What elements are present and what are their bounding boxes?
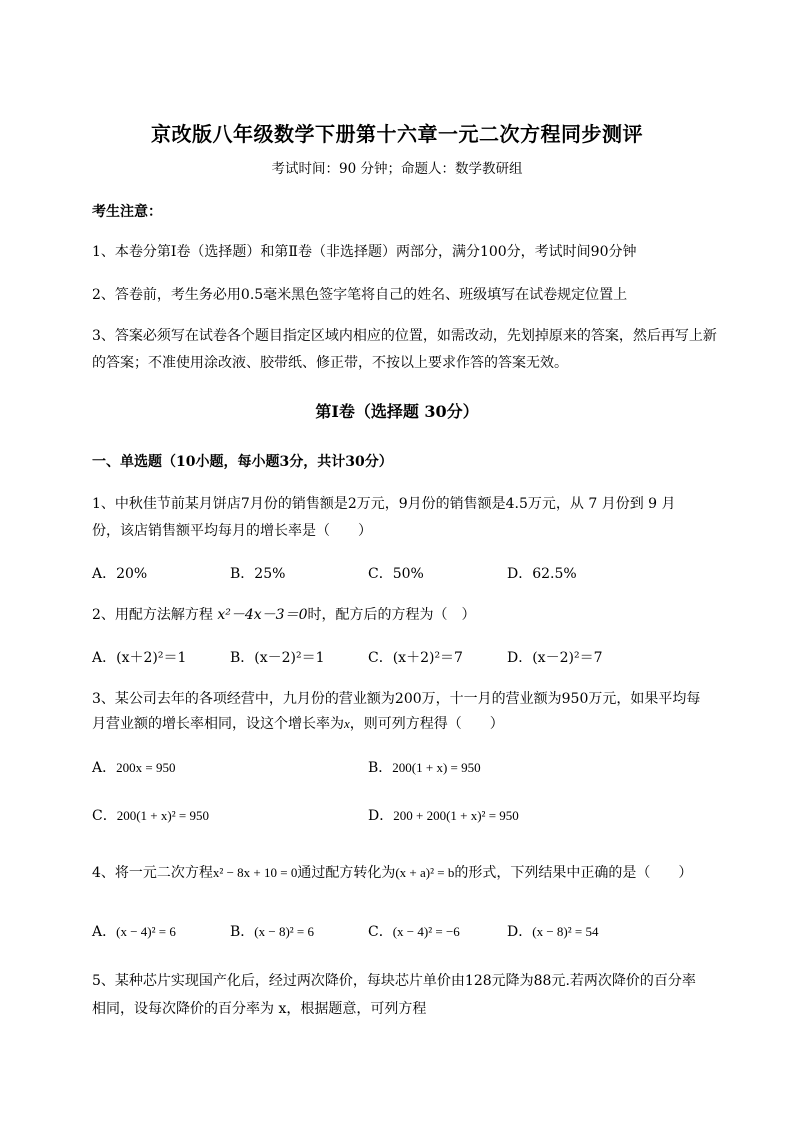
question-4-option-c xyxy=(368,921,460,941)
question-3-option-c-expr: 200(1 + x)² = 950 xyxy=(116,808,209,823)
question-2-option-a: A．(x＋2)²＝1 xyxy=(92,650,187,666)
question-4-option-d xyxy=(507,921,598,941)
question-3-option-d-expr: 200 + 200(1 + x)² = 950 xyxy=(393,808,519,823)
question-3-option-b-label: B． xyxy=(368,760,393,776)
question-4-option-c-expr: (x − 4)² = −6 xyxy=(392,924,460,939)
question-3-option-a-label: A． xyxy=(92,760,117,776)
question-2-equation: x²－4x－3＝0 xyxy=(217,607,308,623)
question-4-option-b xyxy=(230,921,314,941)
question-3-line-2-suffix: ，则可列方程得（ ） xyxy=(349,716,504,732)
question-3-option-b-expr: 200(1 + x) = 950 xyxy=(392,760,481,775)
question-2-prefix: 2、用配方法解方程 xyxy=(92,607,218,623)
question-2-option-d: D．(x－2)²＝7 xyxy=(507,650,603,666)
question-3-option-a xyxy=(92,757,175,777)
question-3-option-c xyxy=(92,805,209,825)
question-4-prefix: 4、将一元二次方程 xyxy=(92,865,213,881)
question-4-middle: 通过配方转化为 xyxy=(297,865,396,881)
question-2-suffix: 时，配方后的方程为（ ） xyxy=(307,607,476,623)
question-1-option-b: B．25% xyxy=(230,566,286,582)
question-4-option-d-label: D． xyxy=(507,924,533,940)
question-1-option-d: D．62.5% xyxy=(507,566,577,582)
question-4-option-c-label: C． xyxy=(368,924,393,940)
question-4-stem xyxy=(92,862,692,882)
question-3-variable: x xyxy=(344,716,350,731)
question-3-option-c-label: C． xyxy=(92,808,117,824)
question-4-option-a-expr: (x − 4)² = 6 xyxy=(116,924,176,939)
question-3-line-2 xyxy=(92,713,504,733)
question-3-line-1: 3、某公司去年的各项经营中，九月份的营业额为200万，十一月的营业额为950万元，如果平均每 xyxy=(92,691,701,707)
question-4-suffix: 的形式，下列结果中正确的是（ ） xyxy=(454,865,693,881)
question-4-option-d-expr: (x − 8)² = 54 xyxy=(532,924,599,939)
question-2-option-c: C．(x＋2)²＝7 xyxy=(368,650,463,666)
question-1-option-c: C．50% xyxy=(368,566,424,582)
notice-item-2: 2、答卷前，考生务必用0.5毫米黑色签字笔将自己的姓名、班级填写在试卷规定位置上 xyxy=(92,287,628,303)
question-1-line-2: 份，该店销售额平均每月的增长率是（ ） xyxy=(92,523,372,539)
section-title: 第Ⅰ卷（选择题 30分） xyxy=(315,402,479,421)
question-2-option-b: B．(x－2)²＝1 xyxy=(230,650,325,666)
notice-item-3-line-2: 的答案；不准使用涂改液、胶带纸、修正带，不按以上要求作答的答案无效。 xyxy=(92,355,568,371)
question-4-option-a-label: A． xyxy=(92,924,117,940)
question-4-form: (x + a)² = b xyxy=(395,865,455,880)
notice-item-1: 1、本卷分第Ⅰ卷（选择题）和第Ⅱ卷（非选择题）两部分，满分100分，考试时间90分钟 xyxy=(92,244,637,260)
document-subtitle: 考试时间：90 分钟；命题人：数学教研组 xyxy=(271,161,523,177)
question-3-option-b xyxy=(368,757,481,777)
question-5-line-2: 相同，设每次降价的百分率为 x，根据题意，可列方程 xyxy=(92,1001,427,1017)
question-5-line-1: 5、某种芯片实现国产化后，经过两次降价，每块芯片单价由128元降为88元.若两次降价的百分率 xyxy=(92,973,696,989)
document-title: 京改版八年级数学下册第十六章一元二次方程同步测评 xyxy=(151,122,643,146)
notice-title: 考生注意： xyxy=(92,204,162,220)
question-4-option-b-expr: (x − 8)² = 6 xyxy=(254,924,315,939)
question-1-option-a: A．20% xyxy=(92,566,148,582)
question-4-option-a xyxy=(92,921,176,941)
question-3-option-d-label: D． xyxy=(368,808,394,824)
question-3-line-2-prefix: 月营业额的增长率相同，设这个增长率为 xyxy=(92,716,344,732)
question-4-option-b-label: B． xyxy=(230,924,255,940)
question-1-line-1: 1、中秋佳节前某月饼店7月份的销售额是2万元，9月份的销售额是4.5万元，从 7 月份到 9 月 xyxy=(92,496,676,512)
notice-item-3-line-1: 3、答案必须写在试卷各个题目指定区域内相应的位置，如需改动，先划掉原来的答案，然后再写上新 xyxy=(92,328,717,344)
question-3-option-a-expr: 200x = 950 xyxy=(116,760,176,775)
question-2-stem xyxy=(92,604,475,624)
question-4-equation: x² − 8x + 10 = 0 xyxy=(212,865,298,880)
part-title: 一、单选题（10小题，每小题3分，共计30分） xyxy=(92,454,393,470)
question-3-option-d xyxy=(368,805,519,825)
